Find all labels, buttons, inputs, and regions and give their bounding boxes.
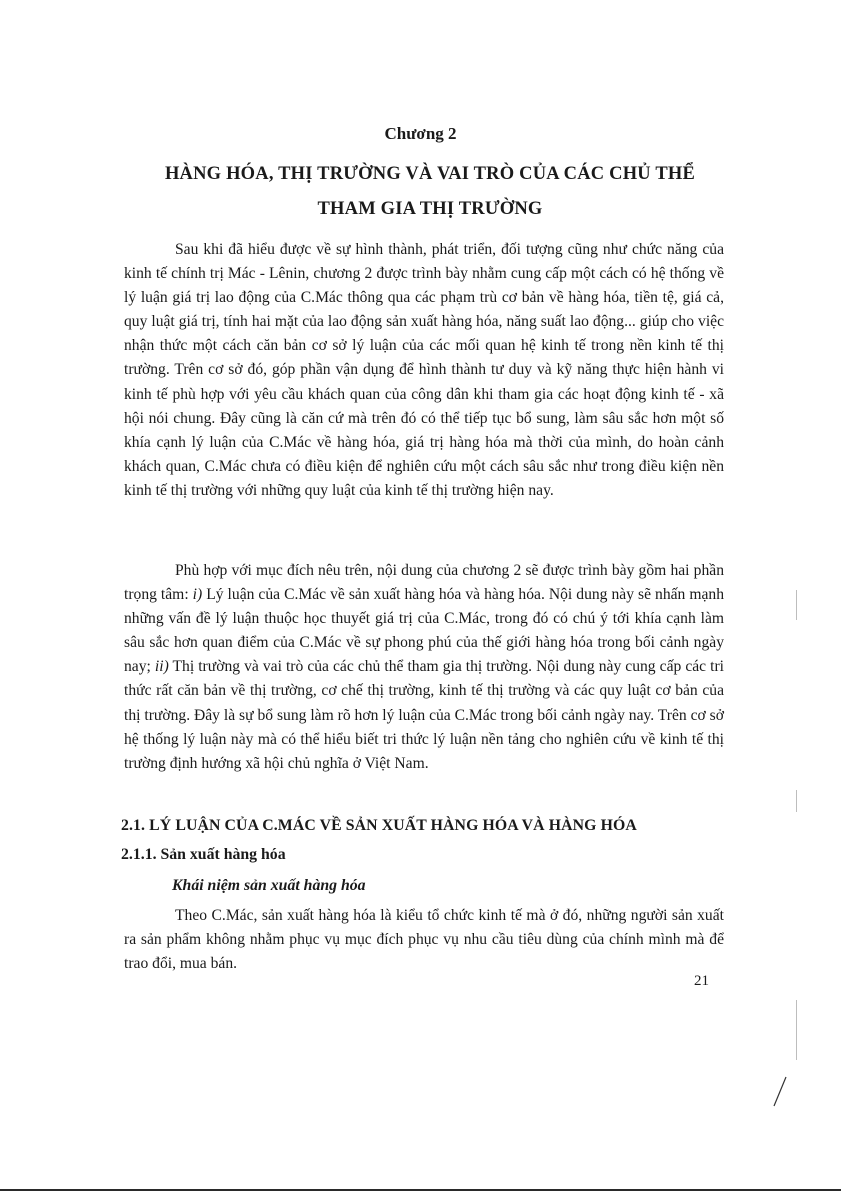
definition-paragraph: Theo C.Mác, sản xuất hàng hóa là kiểu tổ chức kinh tế mà ở đó, những người sản xuất ra sản phẩm không nhằm phục vụ mục đích phục vụ nhu cầu tiêu dùng của chính mình mà để trao đổi, mua bán.: [124, 907, 724, 973]
chapter-number: Chương 2: [384, 124, 457, 143]
intro-paragraph: Sau khi đã hiểu được về sự hình thành, phát triển, đối tượng cũng như chức năng của kinh tế chính trị Mác - Lênin, chương 2 được trình bày nhằm cung cấp một cách có hệ thống về lý luận giá trị lao động của C.Mác thông qua các phạm trù cơ bản về hàng hóa, tiền tệ, giá cả, quy luật giá trị, tính hai mặt của lao động sản xuất hàng hóa, năng suất lao động... giúp cho việc nhận thức một cách căn bản cơ sở lý luận của các mối quan hệ kinh tế trong nền kinh tế thị trường. Trên cơ sở đó, góp phần vận dụng để hình thành tư duy và kỹ năng thực hiện hành vi kinh tế phù hợp với yêu cầu khách quan của công dân khi tham gia các hoạt động kinh tế - xã hội nói chung. Đây cũng là căn cứ mà trên đó có thể tiếp tục bổ sung, làm sâu sắc hơn một số khía cạnh lý luận của C.Mác về hàng hóa, giá trị hàng hóa mà thời của mình, do hoàn cảnh khách quan, C.Mác chưa có điều kiện để nghiên cứu một cách sâu sắc như trong điều kiện nền kinh tế thị trường với những quy luật của kinh tế thị trường hiện nay.: [124, 241, 724, 499]
chapter-title-line-2: THAM GIA THỊ TRƯỜNG: [317, 199, 543, 219]
pen-stroke-mark: [770, 1075, 790, 1109]
concept-heading: Khái niệm sản xuất hàng hóa: [172, 877, 366, 894]
scan-margin-mark: [796, 1000, 797, 1060]
chapter-title-line-1: HÀNG HÓA, THỊ TRƯỜNG VÀ VAI TRÒ CỦA CÁC CHỦ THỂ: [164, 164, 696, 184]
scope-marker-ii: ii): [154, 658, 169, 676]
chapter-title: [130, 157, 730, 227]
scope-text-a: Phù hợp với mục đích nêu trên, nội dung của chương 2 sẽ được trình bày gồm hai phần trọng tâm:: [124, 562, 724, 604]
pen-stroke-line: [774, 1077, 786, 1106]
scan-margin-mark: [796, 590, 797, 620]
page-number: 21: [694, 973, 709, 989]
subsection-heading-2-1-1: 2.1.1. Sản xuất hàng hóa: [121, 846, 286, 863]
scope-text-b: Lý luận của C.Mác về sản xuất hàng hóa và hàng hóa. Nội dung này sẽ nhấn mạnh những vấn đề lý luận thuộc học thuyết giá trị của C.Mác, trong đó có chú ý tới khía cạnh làm sâu sắc hơn quan điểm của C.Mác về sự phong phú của thế giới hàng hóa trong bối cảnh ngày nay;: [124, 586, 724, 676]
scope-text-c: Thị trường và vai trò của các chủ thể tham gia thị trường. Nội dung này cung cấp các tri thức rất căn bản về thị trường, cơ chế thị trường, kinh tế thị trường và các quy luật cơ bản của thị trường. Đây là sự bổ sung làm rõ hơn lý luận của C.Mác trong bối cảnh ngày nay. Trên cơ sở hệ thống lý luận này mà có thể hiểu biết tri thức lý luận nền tảng cho nghiên cứu về kinh tế thị trường định hướng xã hội chủ nghĩa ở Việt Nam.: [124, 658, 725, 772]
section-heading-2-1: 2.1. LÝ LUẬN CỦA C.MÁC VỀ SẢN XUẤT HÀNG HÓA VÀ HÀNG HÓA: [121, 817, 637, 834]
scope-paragraph: [124, 559, 724, 776]
scope-marker-i: i): [192, 586, 203, 604]
scan-margin-mark: [796, 790, 797, 812]
